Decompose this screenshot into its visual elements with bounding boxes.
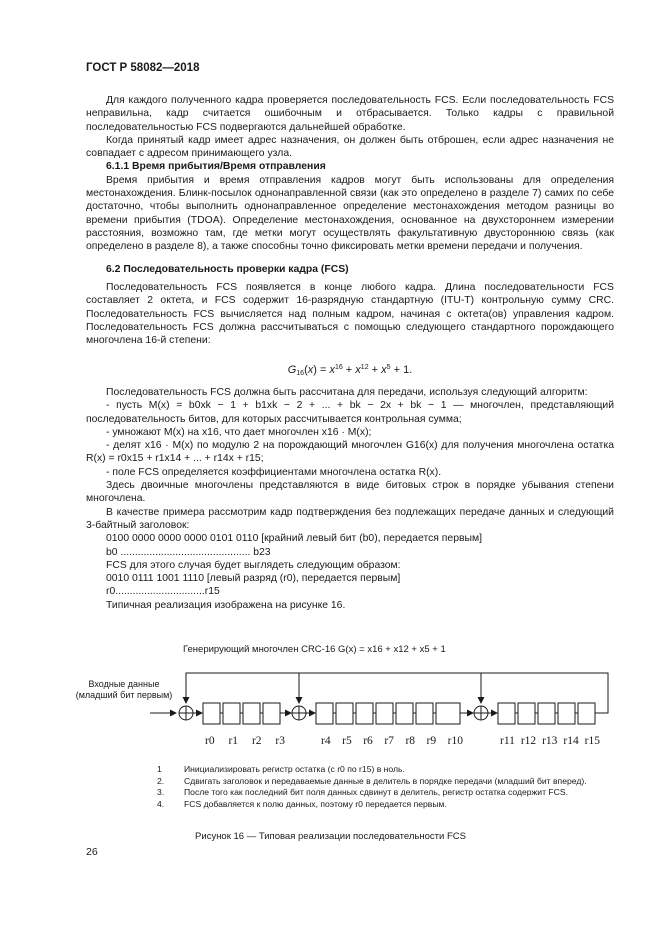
register-r3 <box>263 703 280 724</box>
register-r7 <box>376 703 393 724</box>
register-r10 <box>436 703 460 724</box>
label-r0: r0 <box>205 735 215 747</box>
label-r10: r10 <box>447 735 463 747</box>
bits-header: 0100 0000 0000 0000 0101 0110 [крайний левый бит (b0), передается первым] <box>106 533 483 545</box>
paragraph-figure-ref: Типичная реализация изображена на рисунке 16. <box>106 599 346 611</box>
register-r12 <box>518 703 535 724</box>
register-r14 <box>558 703 575 724</box>
register-r11 <box>498 703 515 724</box>
paragraph-fcs-length: Последовательность FCS появляется в конце любого кадра. Длина последовательности FCS составляет 2 октета, и FCS содержит 16-разрядную стандартную (ITU-T) контрольную сумму CRC. Последовательность FCS вычисляется над полным кадром, начиная с октета(ов) управления кадром. Последовательность FCS должна рассчитываться с помощью следующего стандартного порождающего многочлена 16-й степени: <box>86 282 614 347</box>
input-label-line-1: Входные данные <box>88 679 160 689</box>
label-r7: r7 <box>384 735 394 747</box>
bullet-2: - умножают M(x) на x16, что дает многочлен x16 · M(x); <box>106 426 372 438</box>
paragraph-fcs-check: Для каждого полученного кадра проверяется последовательность FCS. Если последовательность FCS неправильна, кадр считается ошибочным и отбрасывается. Только кадры с правильной последовательностью FCS подвергаются дальнейшей обработке. <box>86 95 614 133</box>
input-label-line-2: (младший бит первым) <box>75 690 173 700</box>
label-r9: r9 <box>426 735 437 747</box>
heading-6-1-1: 6.1.1 Время прибытия/Время отправления <box>106 161 326 173</box>
label-r4: r4 <box>321 735 331 747</box>
paragraph-example: В качестве примера рассмотрим кадр подтверждения без подлежащих передаче данных и следующий 3-байтный заголовок: <box>86 506 614 531</box>
note-1: 1 Инициализировать регистр остатка (с r0 по r15) в ноль. <box>157 764 405 774</box>
body-text <box>86 94 614 254</box>
paragraph-binary: Здесь двоичные многочлены представляются в виде битовых строк в порядке убывания степени многочлена. <box>86 480 614 505</box>
note-4: 4. FCS добавляется к полю данных, поэтому r0 передается первым. <box>157 798 447 809</box>
note-3: 3. После того как последний бит поля данных сдвинут в делитель, регистр остатка содержит FCS. <box>157 787 568 798</box>
bits-fcs-range: r0...............................r15 <box>106 586 220 598</box>
bits-header-range: b0 ............................................. b23 <box>106 546 271 558</box>
label-r3: r3 <box>275 735 285 747</box>
standard-header: ГОСТ Р 58082—2018 <box>86 62 200 74</box>
register-r1 <box>223 703 240 724</box>
register-labels-3 <box>500 735 600 747</box>
note-2: 2. Сдвигать заголовок и передаваемые данные в делитель в порядке передачи (младший бит вперед). <box>157 775 587 786</box>
register-labels-2 <box>321 735 463 747</box>
heading-6-2: 6.2 Последовательность проверки кадра (FCS) <box>106 264 349 275</box>
bullet-3: - делят x16 · M(x) по модулю 2 на порождающий многочлен G16(x) для получения многочлена остатка R(x) = r0x15 + r1x14 + ... + r14x + r15; <box>86 440 614 465</box>
register-r9 <box>416 703 433 724</box>
figure-caption: Рисунок 16 — Типовая реализации последовательности FCS <box>195 831 466 842</box>
label-r1: r1 <box>228 735 239 747</box>
label-r2: r2 <box>251 735 262 747</box>
register-r5 <box>336 703 353 724</box>
register-r8 <box>396 703 413 724</box>
bullet-4: - поле FCS определяется коэффициентами многочлена остатка R(x). <box>106 466 442 478</box>
label-r8: r8 <box>405 735 416 747</box>
register-group-3 <box>498 703 595 724</box>
register-labels-1 <box>205 735 285 747</box>
register-r13 <box>538 703 555 724</box>
register-r4 <box>316 703 333 724</box>
label-r13: r13 <box>542 735 558 747</box>
body-text-fcs <box>86 281 614 347</box>
register-group-2 <box>316 703 460 724</box>
label-r12: r12 <box>520 735 537 747</box>
paragraph-destination: Когда принятый кадр имеет адрес назначения, он должен быть отброшен, если адрес назначения не совпадает с адресом принимающего узла. <box>86 134 614 160</box>
register-r15 <box>578 703 595 724</box>
figure-title: Генерирующий многочлен CRC-16 G(x) = x16 + x12 + x5 + 1 <box>183 644 446 655</box>
paragraph-algorithm: Последовательность FCS должна быть рассчитана для передачи, используя следующий алгоритм: <box>106 387 588 398</box>
register-r0 <box>203 703 220 724</box>
algorithm-block <box>86 386 614 612</box>
label-r15: r15 <box>584 735 600 747</box>
label-r14: r14 <box>563 735 579 747</box>
paragraph-fcs-case: FCS для этого случая будет выглядеть следующим образом: <box>106 559 401 571</box>
bits-fcs: 0010 0111 1001 1110 [левый разряд (r0), передается первым] <box>106 573 401 585</box>
figure-notes <box>157 764 617 810</box>
register-r2 <box>243 703 260 724</box>
paragraph-arrival-time: Время прибытия и время отправления кадров могут быть использованы для определения местонахождения. Блинк-посылок однонаправленной связи (как это определено в разделе 7) самих по себе достаточно, чтобы выполнить однонаправленное определение местонахождения методом разницы во времени прибытия (TDOA). Определение местонахождения, основанное на двухстороннем измерении расстояния, возможно там, где метки могут осуществлять факультативную двустороннюю связь (как определено в разделе 8), а также способны точно фиксировать метки времени передачи и получения. <box>86 174 614 253</box>
label-r11: r11 <box>500 735 515 747</box>
label-r6: r6 <box>363 735 373 747</box>
label-r5: r5 <box>342 735 352 747</box>
generator-formula: $G_{16}(x) = x^{16} + x^{12} + x^5 + 1$. <box>287 364 413 377</box>
register-r6 <box>356 703 373 724</box>
bullet-1: - пусть M(x) = b0xk − 1 + b1xk − 2 + ... + bk − 2x + bk − 1 — многочлен, представляющий последовательность битов, для которых рассчитывается контрольная сумма; <box>86 400 614 425</box>
page-number: 26 <box>86 846 98 858</box>
